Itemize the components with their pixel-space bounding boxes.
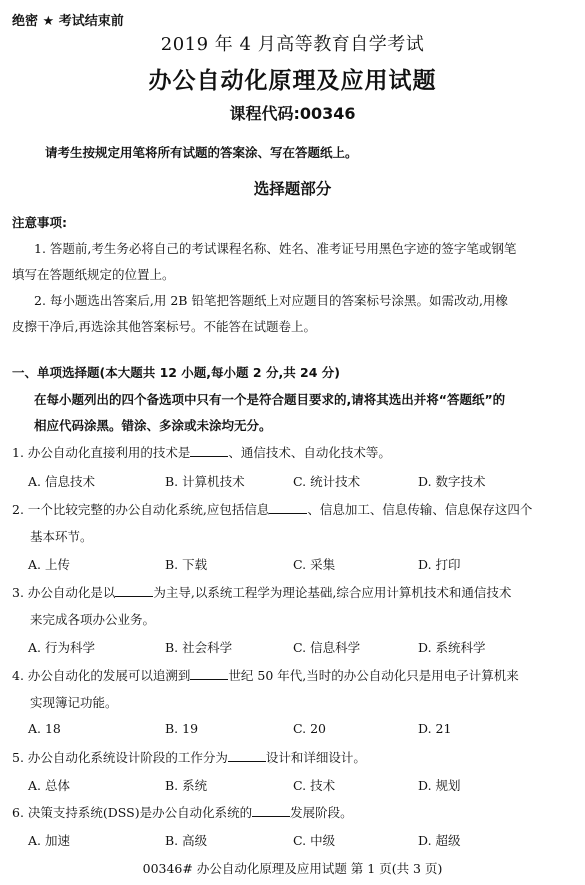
part-1-title: 一、单项选择题(本大题共 12 小题,每小题 2 分,共 24 分) — [12, 365, 341, 380]
question-6-stem-after: 发展阶段。 — [290, 805, 353, 820]
question-6-option-a: A. 加速 — [28, 833, 70, 848]
question-6-stem-before: 6. 决策支持系统(DSS)是办公自动化系统的 — [12, 805, 253, 820]
section-title: 选择题部分 — [253, 180, 332, 198]
page-footer: 00346# 办公自动化原理及应用试题 第 1 页(共 3 页) — [142, 861, 443, 876]
question-2-option-d: D. 打印 — [418, 557, 461, 572]
question-5-option-a: A. 总体 — [28, 778, 70, 793]
question-4-option-a: A. 18 — [28, 721, 61, 736]
question-3-stem-after: 为主导,以系统工程学为理论基础,综合应用计算机技术和通信技术 — [153, 585, 512, 600]
question-1-stem — [12, 443, 391, 461]
question-2-option-c: C. 采集 — [293, 557, 336, 572]
question-5-option-b: B. 系统 — [165, 778, 208, 793]
course-code: 课程代码:00346 — [229, 104, 356, 123]
answer-instruction: 请考生按规定用笔将所有试题的答案涂、写在答题纸上。 — [45, 145, 358, 160]
question-3-option-d: D. 系统科学 — [418, 640, 486, 655]
exam-title: 办公自动化原理及应用试题 — [148, 68, 437, 94]
answer-blank — [190, 446, 228, 457]
question-1-stem-after: 、通信技术、自动化技术等。 — [228, 445, 391, 460]
question-1-stem-before: 1. 办公自动化直接利用的技术是 — [12, 445, 191, 460]
question-2-stem-line-2: 基本环节。 — [30, 529, 93, 544]
question-3-option-c: C. 信息科学 — [293, 640, 361, 655]
question-3-stem — [12, 583, 511, 601]
part-1-description-line-2: 相应代码涂黑。错涂、多涂或未涂均无分。 — [34, 418, 272, 433]
answer-blank — [269, 503, 307, 514]
question-6-stem — [12, 803, 353, 821]
question-6-option-c: C. 中级 — [293, 833, 336, 848]
confidential-label: 绝密 ★ 考试结束前 — [12, 14, 124, 29]
question-2-stem — [12, 500, 532, 518]
question-4-option-c: C. 20 — [293, 721, 326, 736]
question-3-option-a: A. 行为科学 — [28, 640, 95, 655]
question-4-stem-before: 4. 办公自动化的发展可以追溯到 — [12, 668, 191, 683]
question-6-option-d: D. 超级 — [418, 833, 461, 848]
question-5-option-d: D. 规划 — [418, 778, 461, 793]
question-1-option-a: A. 信息技术 — [28, 474, 95, 489]
question-4-stem — [12, 666, 519, 684]
question-2-option-b: B. 下载 — [165, 557, 208, 572]
note-2-line-1: 2. 每小题选出答案后,用 2B 铅笔把答题纸上对应题目的答案标号涂黑。如需改动,用橡 — [34, 293, 508, 308]
question-5-stem — [12, 748, 366, 766]
answer-blank — [252, 806, 290, 817]
question-4-option-d: D. 21 — [418, 721, 452, 736]
question-1-option-b: B. 计算机技术 — [165, 474, 245, 489]
answer-blank — [115, 586, 153, 597]
question-2-option-a: A. 上传 — [28, 557, 70, 572]
question-5-stem-before: 5. 办公自动化系统设计阶段的工作分为 — [12, 750, 228, 765]
question-4-stem-line-2: 实现簿记功能。 — [30, 695, 118, 710]
note-2-line-2: 皮擦干净后,再选涂其他答案标号。不能答在试题卷上。 — [12, 319, 316, 334]
question-4-stem-after: 世纪 50 年代,当时的办公自动化只是用电子计算机来 — [228, 668, 519, 683]
question-2-stem-after: 、信息加工、信息传输、信息保存这四个 — [307, 502, 533, 517]
question-1-option-d: D. 数字技术 — [418, 474, 486, 489]
question-5-stem-after: 设计和详细设计。 — [265, 750, 366, 765]
answer-blank — [228, 751, 266, 762]
question-5-option-c: C. 技术 — [293, 778, 336, 793]
exam-session: 2019 年 4 月高等教育自学考试 — [160, 34, 425, 55]
notes-heading: 注意事项: — [12, 215, 67, 230]
question-2-stem-before: 2. 一个比较完整的办公自动化系统,应包括信息 — [12, 502, 270, 517]
note-1-line-1: 1. 答题前,考生务必将自己的考试课程名称、姓名、准考证号用黑色字迹的签字笔或钢笔 — [34, 241, 517, 256]
answer-blank — [190, 669, 228, 680]
part-1-description-line-1: 在每小题列出的四个备选项中只有一个是符合题目要求的,请将其选出并将“答题纸”的 — [34, 392, 506, 407]
question-4-option-b: B. 19 — [165, 721, 199, 736]
question-3-stem-before: 3. 办公自动化是以 — [12, 585, 116, 600]
question-3-option-b: B. 社会科学 — [165, 640, 233, 655]
note-1-line-2: 填写在答题纸规定的位置上。 — [12, 267, 175, 282]
question-3-stem-line-2: 来完成各项办公业务。 — [30, 612, 156, 627]
question-1-option-c: C. 统计技术 — [293, 474, 361, 489]
question-6-option-b: B. 高级 — [165, 833, 208, 848]
